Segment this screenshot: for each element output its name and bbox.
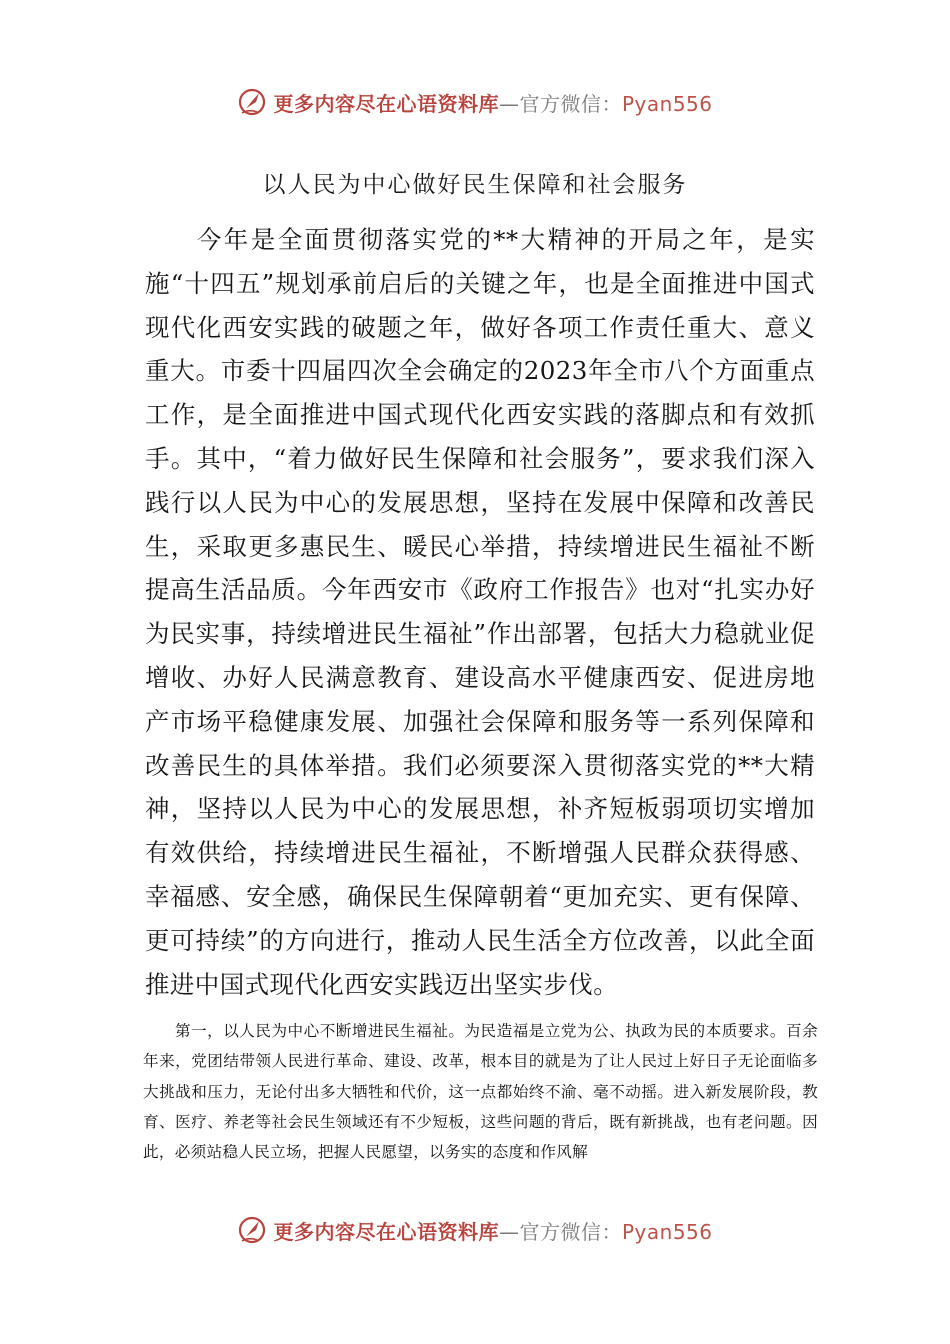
intro-paragraph [145,218,815,1006]
banner-wechat-id: Pyan556 [621,91,713,116]
banner-library-text: 更多内容尽在心语资料库 [273,91,499,116]
banner-library-text: 更多内容尽在心语资料库 [273,1219,499,1244]
banner-dash: — [498,91,520,116]
banner-dash: — [498,1219,520,1244]
banner-wechat-label: 官方微信： [519,91,622,116]
banner-wechat-id: Pyan556 [621,1219,713,1244]
section-one-text: 第一，以人民为中心不断增进民生福祉。为民造福是立党为公、执政为民的本质要求。百余年来，党团结带领人民进行革命、建设、改革，根本目的就是为了让人民过上好日子无论面临多大挑战和压力，无论付出多大牺牲和代价，这一点都始终不渝、毫不动摇。进入新发展阶段，教育、医疗、养老等社会民生领域还有不少短板，这些问题的背后，既有新挑战，也有老问题。因此，必须站稳人民立场，把握人民愿望，以务实的态度和作风解 [143,1022,818,1162]
quill-pen-logo-icon [237,87,267,117]
document-title: 以人民为中心做好民生保障和社会服务 [262,172,688,198]
section-one-paragraph [143,1016,818,1167]
intro-paragraph-text: 今年是全面贯彻落实党的**大精神的开局之年，是实施“十四五”规划承前启后的关键之年，也是全面推进中国式现代化西安实践的破题之年，做好各项工作责任重大、意义重大。市委十四届四次全会确定的2023年全市八个方面重点工作，是全面推进中国式现代化西安实践的落脚点和有效抓手。其中，“着力做好民生保障和社会服务”，要求我们深入践行以人民为中心的发展思想，坚持在发展中保障和改善民生，采取更多惠民生、暖民心举措，持续增进民生福祉不断提高生活品质。今年西安市《政府工作报告》也对“扎实办好为民实事，持续增进民生福祉”作出部署，包括大力稳就业促增收、办好人民满意教育、建设高水平健康西安、促进房地产市场平稳健康发展、加强社会保障和服务等一系列保障和改善民生的具体举措。我们必须要深入贯彻落实党的**大精神，坚持以人民为中心的发展思想，补齐短板弱项切实增加有效供给，持续增进民生福祉，不断增强人民群众获得感、幸福感、安全感，确保民生保障朝着“更加充实、更有保障、更可持续”的方向进行，推动人民生活全方位改善，以此全面推进中国式现代化西安实践迈出坚实步伐。 [145,225,815,999]
banner-wechat-label: 官方微信： [519,1219,622,1244]
footer-watermark-banner [0,1210,950,1250]
quill-pen-logo-icon [237,1215,267,1245]
header-watermark-banner [0,82,950,122]
